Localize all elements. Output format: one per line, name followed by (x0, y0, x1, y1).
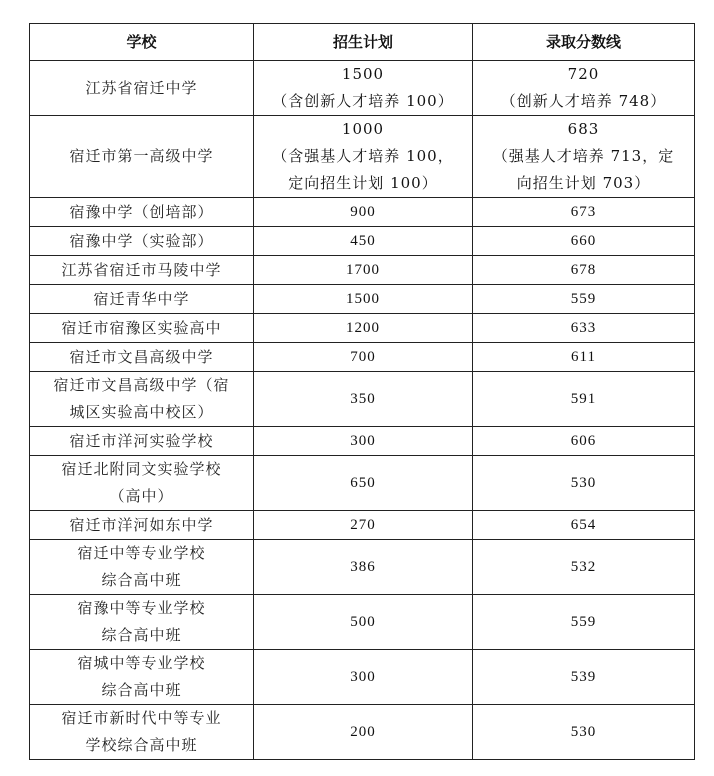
enrollment-plan-cell (254, 285, 473, 314)
school-cell-line: （高中） (109, 487, 174, 505)
admission-score-cell (473, 372, 695, 427)
school-cell (30, 343, 254, 372)
enrollment-plan-cell-line: 450 (350, 232, 376, 249)
table-row (30, 427, 695, 456)
school-cell (30, 314, 254, 343)
admissions-table (29, 23, 695, 760)
enrollment-plan-cell-line: 350 (350, 390, 376, 407)
admission-score-cell (473, 256, 695, 285)
school-cell-line: 宿豫中等专业学校 (77, 599, 206, 617)
school-cell (30, 256, 254, 285)
admission-score-cell-line: 720 (567, 65, 600, 83)
admission-score-cell (473, 595, 695, 650)
school-cell (30, 650, 254, 705)
header-enrollment-plan: 招生计划 (254, 24, 473, 61)
table-row (30, 198, 695, 227)
table-row (30, 456, 695, 511)
enrollment-plan-cell (254, 650, 473, 705)
admission-score-cell (473, 427, 695, 456)
enrollment-plan-cell-line: 1500 (341, 65, 385, 83)
enrollment-plan-cell (254, 227, 473, 256)
header-school: 学校 (30, 24, 254, 61)
school-cell-line: 宿迁市宿豫区实验高中 (61, 318, 222, 337)
school-cell-line: 江苏省宿迁中学 (85, 78, 198, 97)
school-cell-line: 宿迁市洋河如东中学 (69, 515, 214, 534)
enrollment-plan-cell-line: 386 (350, 558, 376, 575)
school-cell-line: 宿迁青华中学 (93, 289, 190, 308)
admission-score-cell (473, 198, 695, 227)
table-row (30, 540, 695, 595)
school-cell (30, 456, 254, 511)
school-cell-line: 学校综合高中班 (85, 736, 198, 754)
school-cell (30, 227, 254, 256)
school-cell (30, 372, 254, 427)
table-row (30, 705, 695, 760)
table-row (30, 511, 695, 540)
school-cell (30, 427, 254, 456)
enrollment-plan-cell-line: 900 (350, 203, 376, 220)
school-cell-line: 宿迁市洋河实验学校 (69, 431, 214, 450)
enrollment-plan-cell (254, 456, 473, 511)
admission-score-cell-line: 660 (570, 232, 597, 249)
enrollment-plan-cell-line: 270 (350, 516, 376, 533)
table-row (30, 595, 695, 650)
admission-score-cell-line: 654 (570, 516, 597, 533)
enrollment-plan-cell-line: 定向招生计划 100） (288, 174, 438, 192)
enrollment-plan-cell-line: 1000 (341, 120, 385, 138)
enrollment-plan-cell-line: 1200 (346, 319, 380, 336)
table-row (30, 227, 695, 256)
admission-score-cell (473, 650, 695, 705)
admission-score-cell-line: （创新人才培养 748） (500, 92, 667, 110)
enrollment-plan-cell-line: （含强基人才培养 100， (272, 147, 454, 165)
table-row (30, 372, 695, 427)
school-cell (30, 116, 254, 198)
enrollment-plan-cell (254, 511, 473, 540)
table-row (30, 256, 695, 285)
enrollment-plan-cell (254, 595, 473, 650)
admission-score-cell (473, 116, 695, 198)
enrollment-plan-cell-line: （含创新人才培养 100） (272, 92, 454, 110)
table-row (30, 285, 695, 314)
school-cell-line: 宿豫中学（实验部） (69, 231, 214, 250)
admission-score-cell-line: 591 (570, 390, 597, 407)
admission-score-cell-line: 530 (570, 474, 597, 491)
enrollment-plan-cell-line: 1500 (346, 290, 380, 307)
admission-score-cell (473, 343, 695, 372)
enrollment-plan-cell (254, 198, 473, 227)
table-row (30, 314, 695, 343)
table-body (30, 61, 695, 760)
school-cell-line: 城区实验高中校区） (69, 403, 214, 421)
school-cell (30, 511, 254, 540)
enrollment-plan-cell (254, 540, 473, 595)
school-cell (30, 595, 254, 650)
admission-score-cell-line: 683 (567, 120, 600, 138)
admission-score-cell-line: 633 (570, 319, 597, 336)
enrollment-plan-cell (254, 314, 473, 343)
admission-score-cell (473, 285, 695, 314)
school-cell-line: 综合高中班 (101, 681, 182, 699)
school-cell (30, 540, 254, 595)
school-cell-line: 综合高中班 (101, 626, 182, 644)
admission-score-cell-line: 606 (570, 432, 597, 449)
school-cell (30, 285, 254, 314)
table-row (30, 343, 695, 372)
enrollment-plan-cell (254, 116, 473, 198)
admission-score-cell-line: 向招生计划 703） (516, 174, 651, 192)
admission-score-cell (473, 511, 695, 540)
enrollment-plan-cell (254, 427, 473, 456)
school-cell-line: 综合高中班 (101, 571, 182, 589)
school-cell-line: 宿豫中学（创培部） (69, 202, 214, 221)
header-row (30, 24, 695, 61)
table-header (30, 24, 695, 61)
admission-score-cell (473, 314, 695, 343)
enrollment-plan-cell-line: 1700 (346, 261, 380, 278)
admission-score-cell-line: 673 (570, 203, 597, 220)
enrollment-plan-cell (254, 343, 473, 372)
table-row (30, 650, 695, 705)
admission-score-cell (473, 540, 695, 595)
enrollment-plan-cell-line: 300 (350, 432, 376, 449)
admission-score-cell-line: 532 (570, 558, 597, 575)
school-cell-line: 江苏省宿迁市马陵中学 (61, 260, 222, 279)
admission-score-cell (473, 705, 695, 760)
admission-score-cell-line: 539 (570, 668, 597, 685)
school-cell (30, 198, 254, 227)
enrollment-plan-cell (254, 256, 473, 285)
header-admission-score: 录取分数线 (473, 24, 695, 61)
enrollment-plan-cell (254, 705, 473, 760)
admission-score-cell-line: 678 (570, 261, 597, 278)
admission-score-cell (473, 456, 695, 511)
enrollment-plan-cell (254, 372, 473, 427)
table-row (30, 116, 695, 198)
enrollment-plan-cell (254, 61, 473, 116)
enrollment-plan-cell-line: 500 (350, 613, 376, 630)
school-cell (30, 705, 254, 760)
school-cell-line: 宿迁市文昌高级中学（宿 (53, 376, 230, 394)
school-cell-line: 宿迁市文昌高级中学 (69, 347, 214, 366)
school-cell-line: 宿城中等专业学校 (77, 654, 206, 672)
admission-score-cell-line: 530 (570, 723, 597, 740)
admission-score-cell (473, 227, 695, 256)
school-cell-line: 宿迁北附同文实验学校 (61, 460, 222, 478)
table-row (30, 61, 695, 116)
admission-score-cell-line: （强基人才培养 713，定 (492, 147, 675, 165)
admission-score-cell-line: 559 (570, 613, 597, 630)
school-cell-line: 宿迁中等专业学校 (77, 544, 206, 562)
enrollment-plan-cell-line: 650 (350, 474, 376, 491)
admission-score-cell-line: 559 (570, 290, 597, 307)
school-cell-line: 宿迁市新时代中等专业 (61, 709, 222, 727)
enrollment-plan-cell-line: 700 (350, 348, 376, 365)
enrollment-plan-cell-line: 300 (350, 668, 376, 685)
school-cell (30, 61, 254, 116)
school-cell-line: 宿迁市第一高级中学 (69, 147, 214, 165)
enrollment-plan-cell-line: 200 (350, 723, 376, 740)
admission-score-cell (473, 61, 695, 116)
admission-score-cell-line: 611 (571, 348, 596, 365)
